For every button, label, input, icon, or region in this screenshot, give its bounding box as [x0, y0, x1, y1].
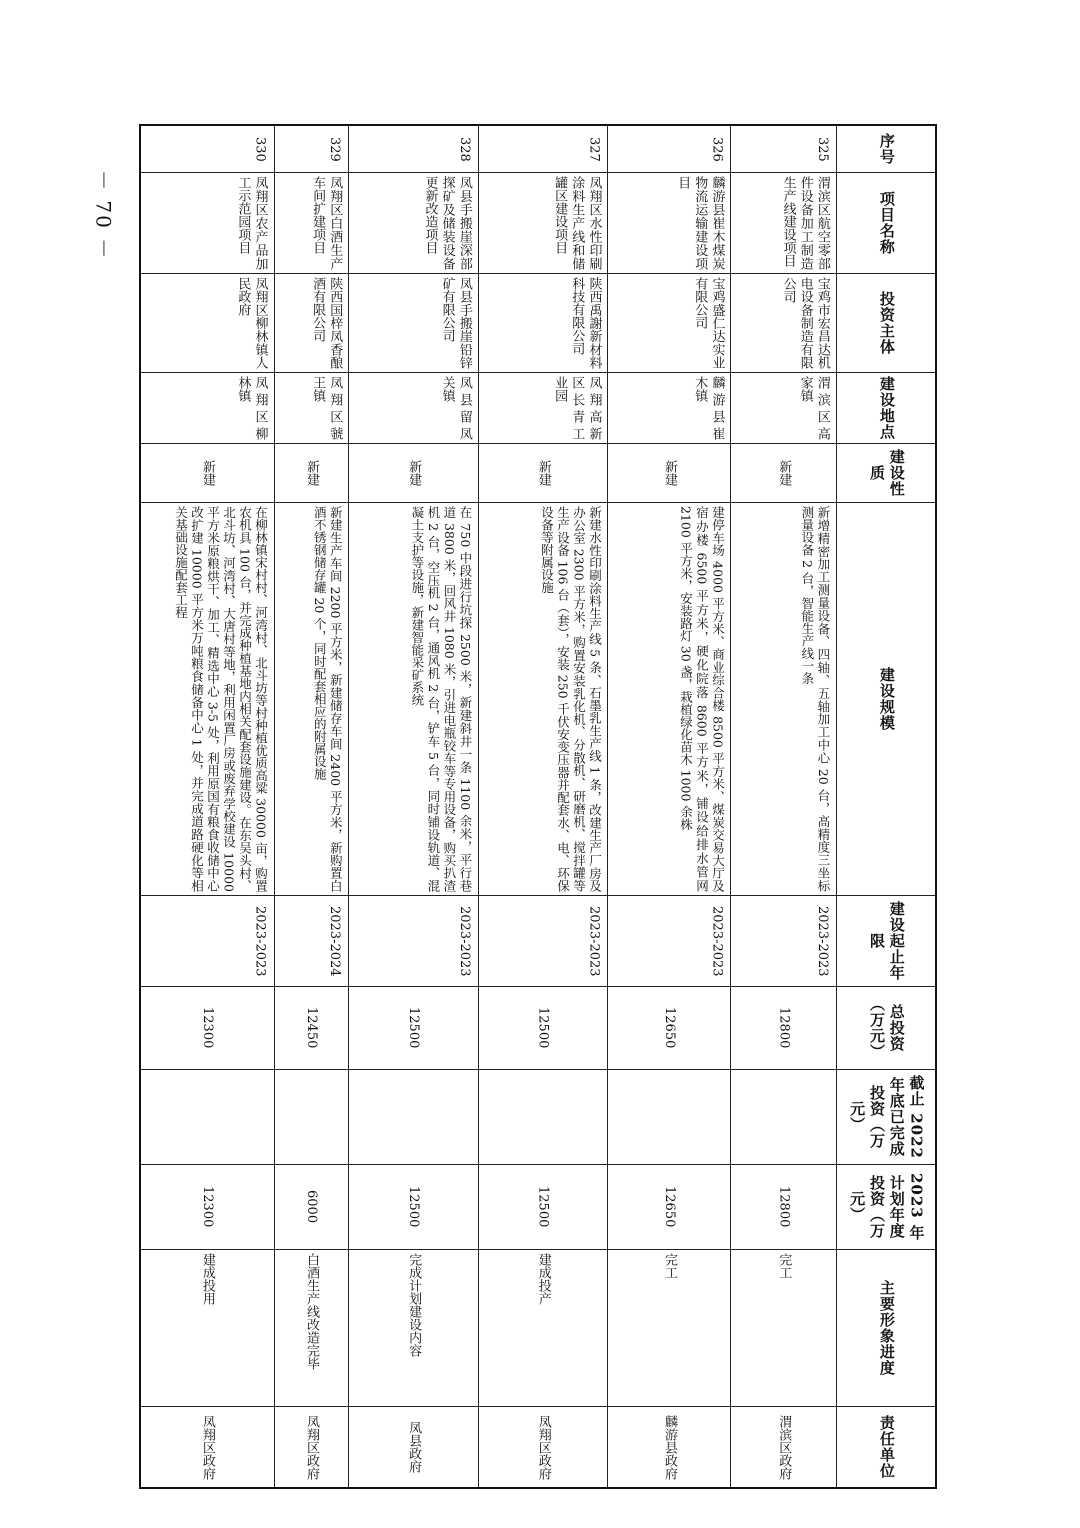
- cell-progress: 完工: [608, 1250, 731, 1407]
- cell-total: 12800: [731, 987, 836, 1070]
- cell-period: 2023-2024: [274, 896, 349, 987]
- project-table: [139, 124, 937, 1489]
- cell-investor: 陕西国梓凤香酿酒有限公司: [274, 274, 349, 373]
- header-nature: 建设性质: [836, 444, 936, 503]
- cell-nature: 新建: [140, 444, 274, 503]
- cell-location: 凤县留凤关镇: [349, 373, 479, 444]
- cell-unit: 麟游县政府: [608, 1407, 731, 1489]
- cell-plan2023: 6000: [274, 1165, 349, 1250]
- cell-completed: [140, 1070, 274, 1165]
- header-total: 总投资（万元）: [836, 987, 936, 1070]
- cell-investor: 陕西禹謝新材料科技有限公司: [478, 274, 608, 373]
- header-index: 序号: [836, 125, 936, 173]
- header-unit: 责任单位: [836, 1407, 936, 1489]
- cell-plan2023: 12650: [608, 1165, 731, 1250]
- cell-period: 2023-2023: [608, 896, 731, 987]
- cell-period: 2023-2023: [731, 896, 836, 987]
- cell-progress: 白酒生产线改造完毕: [274, 1250, 349, 1407]
- cell-nature: 新建: [349, 444, 479, 503]
- table-row: [608, 125, 731, 1488]
- cell-unit: 凤翔区政府: [274, 1407, 349, 1489]
- table-row: [478, 125, 608, 1488]
- cell-location: 凤翔区虢王镇: [274, 373, 349, 444]
- cell-plan2023: 12500: [478, 1165, 608, 1250]
- cell-investor: 凤县手搬崖铅锌矿有限公司: [349, 274, 479, 373]
- header-plan2023: 2023 年计划年度投资（万元）: [836, 1165, 936, 1250]
- cell-scale: 在柳林镇宋村村、河湾村、北斗坊等村种植优质高粱 30000 亩，购置农机具 100 台，并完成种植基地内相关配套设施建设。在东吴头村、北斗坊、河湾村、大唐村等地，利用闲置厂房或废弃学校建设 10000 平方米原粮烘干、加工、精选中心 3-5 处，利用原国有粮食收储中心改扩建 10000 平方米万吨粮食储备中心 1 处，并完成道路硬化等相关基础设施配套工程: [140, 503, 274, 896]
- header-investor: 投资主体: [836, 274, 936, 373]
- cell-name: 渭滨区航空零部件设备加工制造生产线建设项目: [731, 173, 836, 274]
- cell-investor: 宝鸡市宏昌达机电设备制造有限公司: [731, 274, 836, 373]
- header-progress: 主要形象进度: [836, 1250, 936, 1407]
- cell-unit: 渭滨区政府: [731, 1407, 836, 1489]
- cell-nature: 新建: [731, 444, 836, 503]
- cell-period: 2023-2023: [349, 896, 479, 987]
- cell-completed: [608, 1070, 731, 1165]
- cell-scale: 新建生产车间 2200 平方米，新建储存车间 2400 平方米，新购置白酒不锈钢储存罐 20 个，同时配套相应的附属设施: [274, 503, 349, 896]
- cell-completed: [478, 1070, 608, 1165]
- cell-plan2023: 12800: [731, 1165, 836, 1250]
- cell-nature: 新建: [478, 444, 608, 503]
- cell-total: 12500: [478, 987, 608, 1070]
- table-row: [731, 125, 836, 1488]
- cell-investor: 宝鸡盛仁达实业有限公司: [608, 274, 731, 373]
- cell-scale: 建停车场 4000 平方米、商业综合楼 8500 平方米、煤炭交易大厅及宿办楼 6500 平方米，硬化院落 8600 平方米，铺设给排水管网 2100 平方米，安装路灯 30 盏，栽植绿化苗木 1000 余株: [608, 503, 731, 896]
- header-scale: 建设规模: [836, 503, 936, 896]
- cell-name: 麟游县崔木煤炭物流运输建设项目: [608, 173, 731, 274]
- cell-total: 12300: [140, 987, 274, 1070]
- table-row: [140, 125, 274, 1488]
- cell-progress: 建成投用: [140, 1250, 274, 1407]
- header-completed: 截止 2022 年底已完成投资（万元）: [836, 1070, 936, 1165]
- cell-index: 325: [731, 125, 836, 173]
- cell-period: 2023-2023: [478, 896, 608, 987]
- cell-total: 12500: [349, 987, 479, 1070]
- cell-nature: 新建: [274, 444, 349, 503]
- cell-scale: 新增精密加工测量设备、四轴、五轴加工中心 20 台，高精度三坐标测量设备 2 台，智能生产线一条: [731, 503, 836, 896]
- cell-investor: 凤翔区柳林镇人民政府: [140, 274, 274, 373]
- cell-progress: 建成投产: [478, 1250, 608, 1407]
- cell-unit: 凤翔区政府: [478, 1407, 608, 1489]
- cell-name: 凤翔区水性印刷涂料生产线和储罐区建设项目: [478, 173, 608, 274]
- cell-index: 327: [478, 125, 608, 173]
- cell-unit: 凤县政府: [349, 1407, 479, 1489]
- cell-scale: 在 750 中段进行坑探 2500 米，新建斜井一条 1100 余米，平行巷道 3800 米，回风井 1080 米，引进电瓶铰车等专用设备，购买扒渣机 2 台，空压机 2 台，通风机 2 台，铲车 5 台，同时铺设轨道、混凝土支护等设施，新建智能采矿系统: [349, 503, 479, 896]
- cell-total: 12450: [274, 987, 349, 1070]
- cell-location: 麟游县崔木镇: [608, 373, 731, 444]
- cell-unit: 凤翔区政府: [140, 1407, 274, 1489]
- header-period: 建设起止年限: [836, 896, 936, 987]
- cell-completed: [731, 1070, 836, 1165]
- cell-total: 12650: [608, 987, 731, 1070]
- cell-completed: [274, 1070, 349, 1165]
- cell-progress: 完成计划建设内容: [349, 1250, 479, 1407]
- table-row: [274, 125, 349, 1488]
- cell-name: 凤翔区白酒生产车间扩建项目: [274, 173, 349, 274]
- cell-progress: 完工: [731, 1250, 836, 1407]
- cell-location: 渭滨区高家镇: [731, 373, 836, 444]
- cell-name: 凤县手搬崖深部探矿及储装设备更新改造项目: [349, 173, 479, 274]
- cell-index: 330: [140, 125, 274, 173]
- table-row: [349, 125, 479, 1488]
- cell-name: 凤翔区农产品加工示范园项目: [140, 173, 274, 274]
- cell-location: 凤翔高新区长青工业园: [478, 373, 608, 444]
- header-location: 建设地点: [836, 373, 936, 444]
- cell-plan2023: 12300: [140, 1165, 274, 1250]
- cell-completed: [349, 1070, 479, 1165]
- cell-plan2023: 12500: [349, 1165, 479, 1250]
- cell-index: 328: [349, 125, 479, 173]
- cell-period: 2023-2023: [140, 896, 274, 987]
- cell-nature: 新建: [608, 444, 731, 503]
- cell-location: 凤翔区柳林镇: [140, 373, 274, 444]
- cell-scale: 新建水性印刷涂料生产线 5 条、石墨乳生产线 1 条，改建生产厂房及办公室 2300 平方米，购置安装乳化机、分散机、研磨机、搅拌罐等生产设备 106 台（套），安装 250 千伏安变压器并配套水、电、环保设备等附属设施: [478, 503, 608, 896]
- table-header-row: [836, 125, 936, 1488]
- cell-index: 329: [274, 125, 349, 173]
- header-name: 项目名称: [836, 173, 936, 274]
- cell-index: 326: [608, 125, 731, 173]
- page-number: － 70 －: [91, 169, 116, 261]
